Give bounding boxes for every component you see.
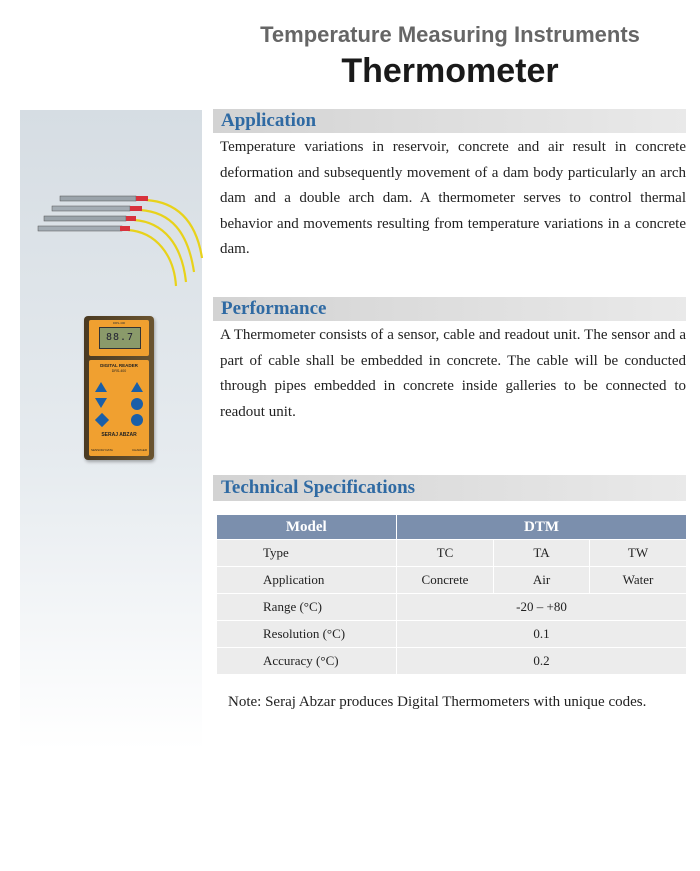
circle-button-icon — [131, 398, 143, 410]
down-arrow-icon — [95, 398, 107, 408]
up-arrow-icon — [95, 382, 107, 392]
reader-body — [89, 360, 149, 456]
row-label: Accuracy (°C) — [217, 648, 397, 675]
reader-model: DRS-400 — [111, 369, 127, 373]
cell: TA — [494, 540, 590, 567]
specs-title: Technical Specifications — [221, 477, 416, 498]
application-section-header — [213, 109, 686, 133]
cell: -20 – +80 — [397, 594, 687, 621]
table-row — [217, 540, 687, 567]
reader-screen: 88.7 — [99, 327, 141, 349]
table-row — [217, 567, 687, 594]
page-subtitle: Temperature Measuring Instruments — [260, 22, 640, 47]
table-row — [217, 594, 687, 621]
application-text: Temperature variations in reservoir, concrete and air result in concrete deformation and subsequently movement of a dam body particularly an arch dam and a double arch dam. A thermometer serves to control thermal behavior and movements resulting from temperature variations in a concrete dam. — [220, 139, 686, 257]
diamond-button-icon — [95, 413, 109, 427]
application-title: Application — [221, 110, 317, 131]
thermometer-probes-image — [36, 190, 206, 290]
cell: Concrete — [397, 567, 494, 594]
reader-title: DIGITAL READER — [100, 363, 138, 368]
row-label: Resolution (°C) — [217, 621, 397, 648]
reader-brand: SERAJ ABZAR — [101, 432, 137, 438]
row-label: Type — [217, 540, 397, 567]
specs-section-header — [213, 475, 686, 501]
cell: 0.1 — [397, 621, 687, 648]
row-label: Application — [217, 567, 397, 594]
cell: Air — [494, 567, 590, 594]
spec-table — [216, 515, 687, 675]
performance-section-header — [213, 297, 686, 321]
reader-top-label: DRS-400 — [112, 321, 126, 325]
header-model: Model — [217, 515, 397, 540]
table-row — [217, 648, 687, 675]
cell: Water — [590, 567, 687, 594]
cell: TW — [590, 540, 687, 567]
up-arrow-icon — [131, 382, 143, 392]
header-dtm: DTM — [397, 515, 687, 540]
digital-reader-image — [84, 316, 154, 460]
note-text: Note: Seraj Abzar produces Digital Thermometers with unique codes. — [228, 694, 647, 710]
row-label: Range (°C) — [217, 594, 397, 621]
page-title: Thermometer — [341, 52, 559, 90]
performance-title: Performance — [221, 298, 327, 319]
reader-foot-left: SENSOR/ DATA — [91, 448, 113, 452]
performance-text: A Thermometer consists of a sensor, cable and readout unit. The sensor and a part of cable shall be embedded in concrete. The cable will be conducted through pipes embedded in concrete inside galleries to be connected to readout unit. — [220, 327, 686, 420]
reader-foot-right: CHARGER — [131, 448, 147, 452]
reader-top-panel — [89, 320, 149, 356]
table-row — [217, 621, 687, 648]
cell: TC — [397, 540, 494, 567]
table-header-row — [217, 515, 687, 540]
circle-button-icon — [131, 414, 143, 426]
reader-foot — [91, 448, 147, 452]
cell: 0.2 — [397, 648, 687, 675]
